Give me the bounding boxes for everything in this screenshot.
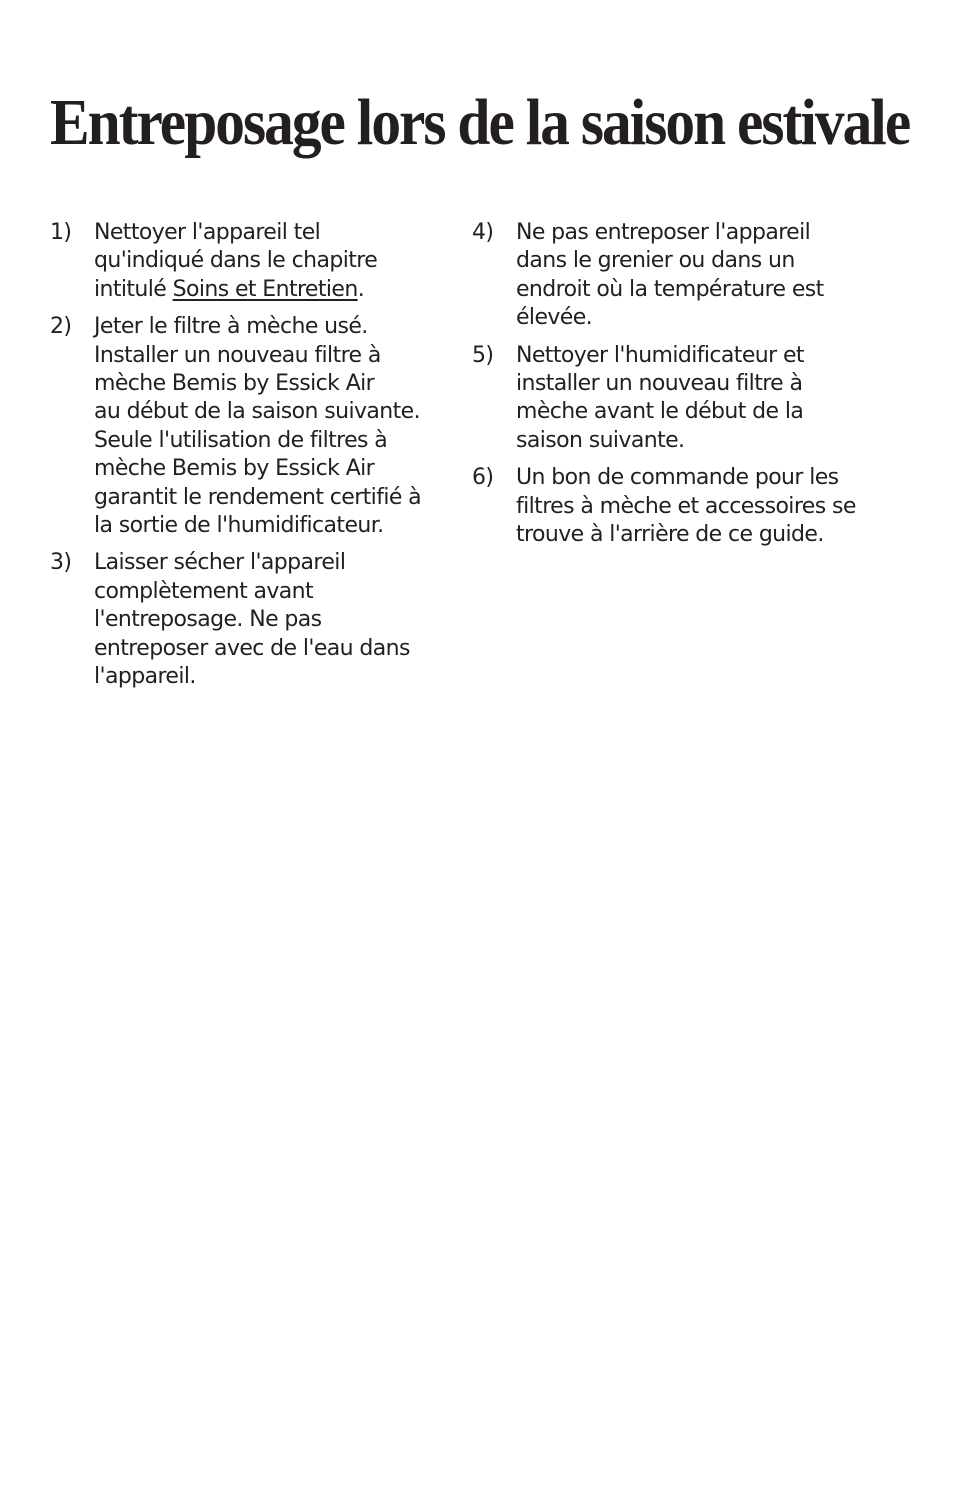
item-text [516, 342, 872, 456]
item-line: mèche avant le début de la [516, 399, 804, 425]
item-line: trouve à l'arrière de ce guide. [516, 522, 824, 548]
instructions-right-column [472, 219, 872, 558]
list-item-5 [472, 342, 872, 456]
page-title: Entreposage lors de la saison estivale [50, 86, 910, 159]
list-item-1 [50, 219, 440, 304]
item-line: dans le grenier ou dans un [516, 248, 795, 274]
item-line: l'entreposage. Ne pas [94, 607, 322, 633]
item-line: entreposer avec de l'eau dans [94, 635, 410, 661]
item-line: garantit le rendement certifié à [94, 484, 422, 510]
item-line: Un bon de commande pour les [516, 465, 839, 491]
item-text [94, 549, 440, 691]
item-line: mèche Bemis by Essick Air [94, 371, 375, 397]
item-line: mèche Bemis by Essick Air [94, 456, 375, 482]
item-line: qu'indiqué dans le chapitre [94, 248, 378, 274]
item-text [516, 219, 872, 333]
item-line [94, 276, 440, 304]
item-line: Laisser sécher l'appareil [94, 550, 346, 576]
item-number: 3) [50, 550, 72, 576]
item-line: au début de la saison suivante. [94, 399, 420, 425]
item-line: filtres à mèche et accessoires se [516, 493, 856, 519]
list-item-3 [50, 549, 440, 691]
item-line: Seule l'utilisation de filtres à [94, 427, 388, 453]
list-item-4 [472, 219, 872, 333]
item-text [516, 464, 872, 549]
item-line: Ne pas entreposer l'appareil [516, 220, 811, 245]
soins-et-entretien-link[interactable]: Soins et Entretien [172, 276, 358, 302]
item-line: Installer un nouveau filtre à [94, 342, 381, 368]
list-item-2 [50, 313, 440, 540]
item-text [94, 313, 440, 540]
item-line: Nettoyer l'humidificateur et [516, 342, 804, 368]
item-line-prefix: intitulé [94, 276, 173, 302]
item-number: 4) [472, 220, 494, 245]
item-number: 1) [50, 220, 72, 245]
item-number: 6) [472, 465, 494, 491]
list-item-6 [472, 464, 872, 549]
item-line: Nettoyer l'appareil tel [94, 220, 321, 245]
item-line: élevée. [516, 305, 593, 331]
item-line: la sortie de l'humidificateur. [94, 513, 384, 539]
item-text [94, 219, 440, 304]
item-line: l'appareil. [94, 664, 196, 690]
item-line: complètement avant [94, 578, 314, 604]
instructions-left-column [50, 219, 440, 701]
item-line: installer un nouveau filtre à [516, 371, 803, 397]
item-line-suffix: . [357, 276, 365, 302]
item-line: Jeter le filtre à mèche usé. [94, 314, 368, 340]
item-number: 2) [50, 314, 72, 340]
item-line: saison suivante. [516, 427, 685, 453]
item-line: endroit où la température est [516, 276, 824, 302]
item-number: 5) [472, 342, 494, 368]
